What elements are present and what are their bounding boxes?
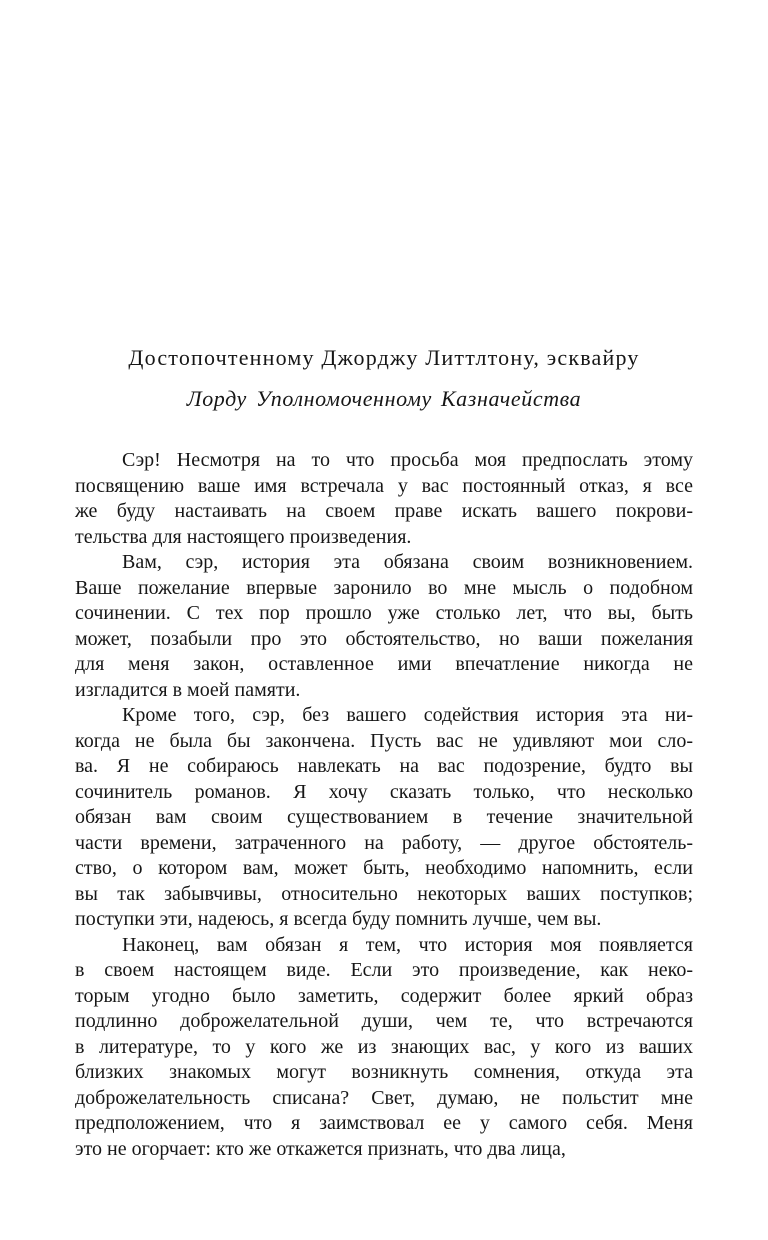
text-line: это не огорчает: кто же откажется признать, что два лица, (75, 1137, 566, 1160)
text-line: в своем настоящем виде. Если это произведение, как неко- (75, 959, 693, 981)
text-line: может, позабыли про это обстоятельство, но ваши пожелания (75, 627, 693, 650)
text-line: изгладится в моей памяти. (75, 678, 301, 701)
paragraph (75, 703, 693, 933)
text-line: обязан вам своим существованием в течение значительной (75, 806, 693, 828)
text-line: Наконец, вам обязан я тем, что история моя появляется (122, 933, 693, 956)
text-line: сочинитель романов. Я хочу сказать только, что несколько (75, 780, 693, 803)
text-line: Сэр! Несмотря на то что просьба моя предпослать этому (122, 449, 693, 471)
text-line: для меня закон, оставленное ими впечатление никогда не (75, 653, 693, 675)
text-line: подлинно доброжелательной души, чем те, что встречаются (75, 1010, 693, 1032)
text-line: вы так забывчивы, относительно некоторых ваших поступков; (75, 882, 693, 905)
paragraph (75, 933, 693, 1163)
text-line: же буду настаивать на своем праве искать вашего покрови- (75, 500, 693, 522)
text-line: доброжелательность списана? Свет, думаю, не польстит мне (75, 1086, 693, 1109)
text-line: в литературе, то у кого же из знающих вас, у кого из ваших (75, 1035, 693, 1058)
dedication-subheading: Лорду Уполномоченному Казначейства (186, 386, 582, 411)
text-line: ство, о котором вам, может быть, необходимо напомнить, если (75, 857, 693, 879)
text-line: посвящению ваше имя встречала у вас постоянный отказ, я все (75, 474, 693, 497)
text-line: Ваше пожелание впервые заронило во мне мысль о подобном (75, 576, 693, 599)
text-line: предположением, что я заимствовал ее у самого себя. Меня (75, 1112, 693, 1134)
text-line: части времени, затраченного на работу, — другое обстоятель- (75, 831, 693, 854)
text-line: тельства для настоящего произведения. (75, 525, 412, 548)
paragraph (75, 550, 693, 703)
text-line: торым угодно было заметить, содержит более яркий образ (75, 984, 693, 1007)
paragraph (75, 448, 693, 550)
text-line: когда не была бы закончена. Пусть вас не удивляют мои сло- (75, 729, 693, 752)
dedication-body (75, 448, 693, 1162)
text-line: близких знакомых могут возникнуть сомнения, откуда эта (75, 1061, 693, 1083)
text-line: Кроме того, сэр, без вашего содействия история эта ни- (122, 704, 693, 726)
text-line: Вам, сэр, история эта обязана своим возникновением. (122, 551, 693, 573)
text-line: ва. Я не собираюсь навлекать на вас подозрение, будто вы (75, 755, 693, 777)
dedication-heading: Достопочтенному Джорджу Литтлтону, эсквайру (128, 345, 640, 370)
text-line: сочинении. С тех пор прошло уже столько лет, что вы, быть (75, 602, 693, 624)
text-line: поступки эти, надеюсь, я всегда буду помнить лучше, чем вы. (75, 908, 602, 930)
